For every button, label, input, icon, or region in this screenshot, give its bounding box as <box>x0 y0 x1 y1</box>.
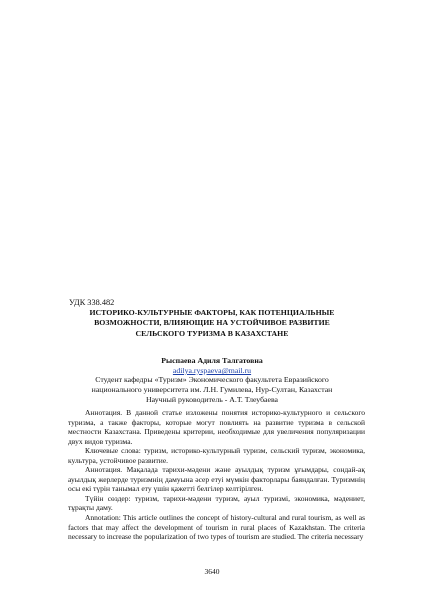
abstract-ru: Аннотация. В данной статье изложены понятия историко-культурного и сельского туризма, а также факторы, которые могут повлиять на развитие туризма в сельской местности Казахстана. Приведены критерии, необходимые для увеличения популяризации двух видов туризма. <box>68 408 365 446</box>
author-name: Рыспаева Адиля Талгатовна <box>161 356 263 365</box>
keywords-ru: Ключевые слова: туризм, историко-культурный туризм, сельский туризм, экономика, культура, устойчивое развитие. <box>68 446 365 465</box>
abstract-kz: Аннотация. Мақалада тарихи-мәдени және ауылдық туризм ұғымдары, сондай-ақ ауылдық жерлерде туризмнің дамуына әсер етуі мүмкін факторлары баяндалған. Туризмнің осы екі түрін танымал ету үшін қажетті белгілер келтірілген. <box>68 465 365 494</box>
udk-code: УДК 338.482 <box>69 298 115 307</box>
article-title: ИСТОРИКО-КУЛЬТУРНЫЕ ФАКТОРЫ, КАК ПОТЕНЦИАЛЬНЫЕ ВОЗМОЖНОСТИ, ВЛИЯЮЩИЕ НА УСТОЙЧИВОЕ РАЗВИТИЕ СЕЛЬСКОГО ТУРИЗМА В КАЗАХСТАНЕ <box>89 308 335 338</box>
abstract-en: Annotation: This article outlines the concept of history-cultural and rural tourism, as well as factors that may affect the development of tourism in rural places of Kazakhstan. The criteria necessary to increase the popularization of two types of tourism are studied. The criteria necessary <box>68 513 365 542</box>
article-body <box>68 408 365 542</box>
page-number: 3640 <box>204 567 220 576</box>
author-email-link[interactable]: adilya.ryspaeva@mail.ru <box>172 366 252 375</box>
author-affiliation: Студент кафедры «Туризм» Экономического факультета Евразийского национального университета им. Л.Н. Гумилева, Нур-Султан, Казахстан Научный руководитель - А.Т. Тлеубаева <box>91 375 333 405</box>
keywords-kz: Түйін сөздер: туризм, тарихи-мәдени туризм, ауыл туризмі, экономика, мәдениет, тұрақты даму. <box>68 493 365 513</box>
